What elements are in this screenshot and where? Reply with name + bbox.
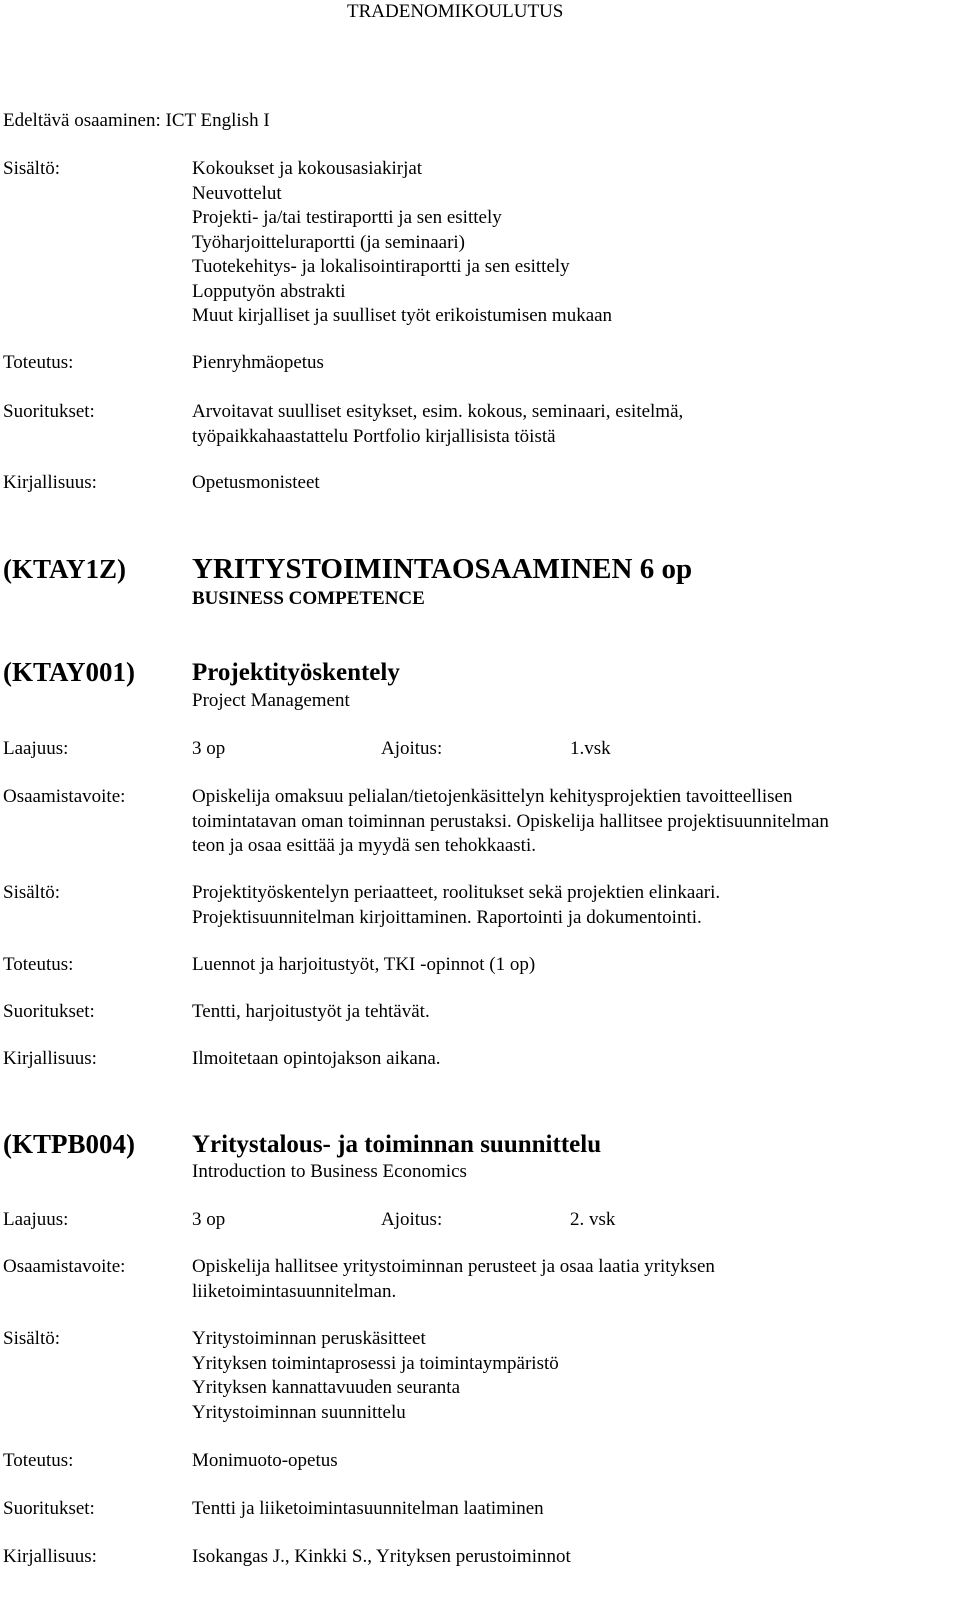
- implementation-label: Toteutus:: [3, 954, 74, 975]
- list-item: Yrityksen kannattavuuden seuranta: [192, 1377, 461, 1398]
- text-line: Projektityöskentelyn periaatteet, roolitukset sekä projektien elinkaari.: [192, 882, 721, 903]
- list-item: Yrityksen toimintaprosessi ja toimintaympäristö: [192, 1352, 559, 1374]
- page-header: TRADENOMIKOULUTUS: [347, 1, 564, 22]
- literature-label: Kirjallisuus:: [3, 472, 97, 493]
- content-label: Sisältö:: [3, 882, 61, 903]
- list-item: Yritystoiminnan peruskäsitteet: [192, 1328, 426, 1349]
- timing-value: 2. vsk: [570, 1209, 616, 1230]
- course-title: Projektityöskentely: [192, 659, 400, 686]
- assessment-value: Tentti, harjoitustyöt ja tehtävät.: [192, 1001, 430, 1022]
- content-value: [192, 1327, 559, 1425]
- assessment-label: Suoritukset:: [3, 1001, 95, 1022]
- implementation-label: Toteutus:: [3, 1450, 74, 1471]
- content-value: [192, 881, 720, 930]
- literature-value: Isokangas J., Kinkki S., Yrityksen perustoiminnot: [192, 1546, 571, 1567]
- timing-label: Ajoitus:: [381, 738, 443, 759]
- text-line: Arvoitavat suulliset esitykset, esim. kokous, seminaari, esitelmä,: [192, 401, 684, 422]
- literature-value: Opetusmonisteet: [192, 472, 320, 493]
- assessment-label: Suoritukset:: [3, 401, 95, 422]
- content-list: [192, 157, 612, 329]
- prereq-line: [3, 109, 270, 134]
- text-line: työpaikkahaastattelu Portfolio kirjallisista töistä: [192, 425, 556, 447]
- timing-label: Ajoitus:: [381, 1209, 443, 1230]
- list-item: Yritystoiminnan suunnittelu: [192, 1401, 406, 1423]
- text-line: teon ja osaa esittää ja myydä sen tehokkaasti.: [192, 835, 536, 856]
- course-title: Yritystalous- ja toiminnan suunnittelu: [192, 1131, 602, 1158]
- list-item: Neuvottelut: [192, 182, 282, 204]
- list-item: Muut kirjalliset ja suulliset työt erikoistumisen mukaan: [192, 305, 613, 326]
- scope-label: Laajuus:: [3, 1209, 69, 1230]
- assessment-value: Tentti ja liiketoimintasuunnitelman laatiminen: [192, 1498, 544, 1519]
- objective-value: [192, 785, 829, 859]
- list-item: Kokoukset ja kokousasiakirjat: [192, 158, 423, 179]
- text-line: Opiskelija omaksuu pelialan/tietojenkäsittelyn kehitysprojektien tavoitteellisen: [192, 786, 793, 807]
- content-label: Sisältö:: [3, 158, 61, 179]
- text-line: toimintatavan oman toiminnan perustaksi. Opiskelija hallitsee projektisuunnitelman: [192, 810, 829, 832]
- prereq-value: ICT English I: [165, 110, 270, 131]
- module-code: (KTAY1Z): [3, 554, 127, 584]
- literature-label: Kirjallisuus:: [3, 1546, 97, 1567]
- list-item: Lopputyön abstrakti: [192, 280, 346, 302]
- text-line: Projektisuunnitelman kirjoittaminen. Raportointi ja dokumentointi.: [192, 906, 702, 928]
- module-title: YRITYSTOIMINTAOSAAMINEN 6 op: [192, 553, 693, 585]
- scope-value: 3 op: [192, 738, 226, 759]
- literature-label: Kirjallisuus:: [3, 1048, 97, 1069]
- course-subtitle: Project Management: [192, 690, 350, 711]
- course-code: (KTAY001): [3, 657, 136, 687]
- assessment-label: Suoritukset:: [3, 1498, 95, 1519]
- content-label: Sisältö:: [3, 1328, 61, 1349]
- prereq-label: Edeltävä osaaminen:: [3, 110, 161, 131]
- objective-value: [192, 1255, 715, 1304]
- timing-value: 1.vsk: [570, 738, 611, 759]
- text-line: liiketoimintasuunnitelman.: [192, 1280, 397, 1302]
- module-subtitle: BUSINESS COMPETENCE: [192, 588, 425, 609]
- scope-label: Laajuus:: [3, 738, 69, 759]
- scope-value: 3 op: [192, 1209, 226, 1230]
- implementation-value: Monimuoto-opetus: [192, 1450, 338, 1471]
- list-item: Tuotekehitys- ja lokalisointiraportti ja sen esittely: [192, 256, 570, 277]
- implementation-label: Toteutus:: [3, 352, 74, 373]
- assessment-value: [192, 400, 683, 449]
- course-code: (KTPB004): [3, 1129, 135, 1159]
- implementation-value: Pienryhmäopetus: [192, 352, 324, 373]
- objective-label: Osaamistavoite:: [3, 786, 126, 807]
- list-item: Työharjoitteluraportti (ja seminaari): [192, 231, 466, 253]
- text-line: Opiskelija hallitsee yritystoiminnan perusteet ja osaa laatia yrityksen: [192, 1256, 715, 1277]
- implementation-value: Luennot ja harjoitustyöt, TKI -opinnot (1 op): [192, 954, 536, 975]
- list-item: Projekti- ja/tai testiraportti ja sen esittely: [192, 207, 502, 228]
- course-subtitle: Introduction to Business Economics: [192, 1161, 467, 1182]
- objective-label: Osaamistavoite:: [3, 1256, 126, 1277]
- literature-value: Ilmoitetaan opintojakson aikana.: [192, 1048, 441, 1069]
